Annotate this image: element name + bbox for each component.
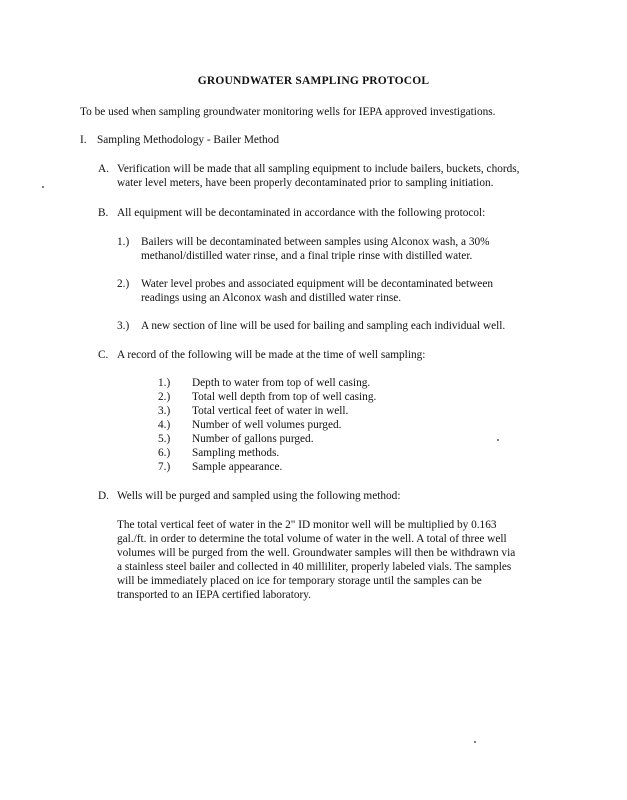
- record-list-item: [158, 432, 458, 446]
- section-heading: [80, 133, 600, 147]
- paragraph-line: gal./ft. in order to determine the total volume of water in the well. A total of three well: [117, 533, 507, 545]
- list-item-text: Total well depth from top of well casing.: [192, 391, 377, 403]
- item-c-text: A record of the following will be made at the time of well sampling:: [117, 349, 426, 361]
- list-item-label: 4.): [158, 419, 171, 431]
- item-b-text: All equipment will be decontaminated in accordance with the following protocol:: [117, 207, 486, 219]
- sub-2-label: 2.): [117, 278, 130, 290]
- sub-2-text: [141, 277, 566, 305]
- scan-speck: [42, 186, 44, 188]
- item-a-line: water level meters, have been properly decontaminated prior to sampling initiation.: [117, 177, 494, 189]
- sub-3-label: 3.): [117, 320, 130, 332]
- paragraph-line: transported to an IEPA certified laboratory.: [117, 589, 311, 601]
- paragraph-line: will be immediately placed on ice for temporary storage until the samples can be: [117, 575, 482, 587]
- record-list-item: [158, 404, 458, 418]
- list-item-text: Depth to water from top of well casing.: [192, 377, 371, 389]
- list-item-label: 1.): [158, 377, 171, 389]
- list-item-label: 5.): [158, 433, 171, 445]
- sub-2-line: Water level probes and associated equipment will be decontaminated between: [141, 278, 493, 290]
- item-b-label: B.: [98, 207, 109, 219]
- record-list-item: [158, 390, 458, 404]
- record-list-item: [158, 460, 458, 474]
- record-list-item: [158, 418, 458, 432]
- item-d-label: D.: [98, 490, 109, 502]
- item-d-text: Wells will be purged and sampled using the following method:: [117, 490, 401, 502]
- list-item-text: Total vertical feet of water in well.: [192, 405, 349, 417]
- list-item-label: 3.): [158, 405, 171, 417]
- list-item-text: Sample appearance.: [192, 461, 283, 473]
- sub-1-label: 1.): [117, 236, 130, 248]
- paragraph-line: The total vertical feet of water in the 2" ID monitor well will be multiplied by 0.163: [117, 519, 497, 531]
- intro-text: To be used when sampling groundwater monitoring wells for IEPA approved investigations.: [80, 106, 496, 118]
- sub-3-line: A new section of line will be used for bailing and sampling each individual well.: [141, 320, 506, 332]
- paragraph-line: volumes will be purged from the well. Groundwater samples will then be withdrawn via: [117, 547, 516, 559]
- record-list-item: [158, 376, 458, 390]
- item-a-line: Verification will be made that all sampling equipment to include bailers, buckets, chords,: [117, 163, 520, 175]
- scan-speck: [474, 741, 476, 743]
- sub-2-line: readings using an Alconox wash and distilled water rinse.: [141, 292, 402, 304]
- section-number: I.: [80, 134, 87, 146]
- list-item-label: 7.): [158, 461, 171, 473]
- list-item-text: Number of well volumes purged.: [192, 419, 342, 431]
- list-item-text: Number of gallons purged.: [192, 433, 314, 445]
- document-title: GROUNDWATER SAMPLING PROTOCOL: [197, 75, 430, 87]
- section-title: Sampling Methodology - Bailer Method: [97, 134, 279, 146]
- list-item-label: 2.): [158, 391, 171, 403]
- sub-1-line: methanol/distilled water rinse, and a final triple rinse with distilled water.: [141, 250, 473, 262]
- method-paragraph: [117, 518, 572, 602]
- list-item-label: 6.): [158, 447, 171, 459]
- sub-3-text: [141, 319, 566, 333]
- item-a-label: A.: [98, 163, 109, 175]
- scan-speck: [497, 439, 499, 441]
- list-item-text: Sampling methods.: [192, 447, 280, 459]
- item-a-text: [117, 162, 577, 190]
- paragraph-line: a stainless steel bailer and collected in 40 milliliter, properly labeled vials. The samples: [117, 561, 512, 573]
- record-list-item: [158, 446, 458, 460]
- sub-1-text: [141, 235, 566, 263]
- sub-1-line: Bailers will be decontaminated between samples using Alconox wash, a 30%: [141, 236, 490, 248]
- item-c-label: C.: [98, 349, 109, 361]
